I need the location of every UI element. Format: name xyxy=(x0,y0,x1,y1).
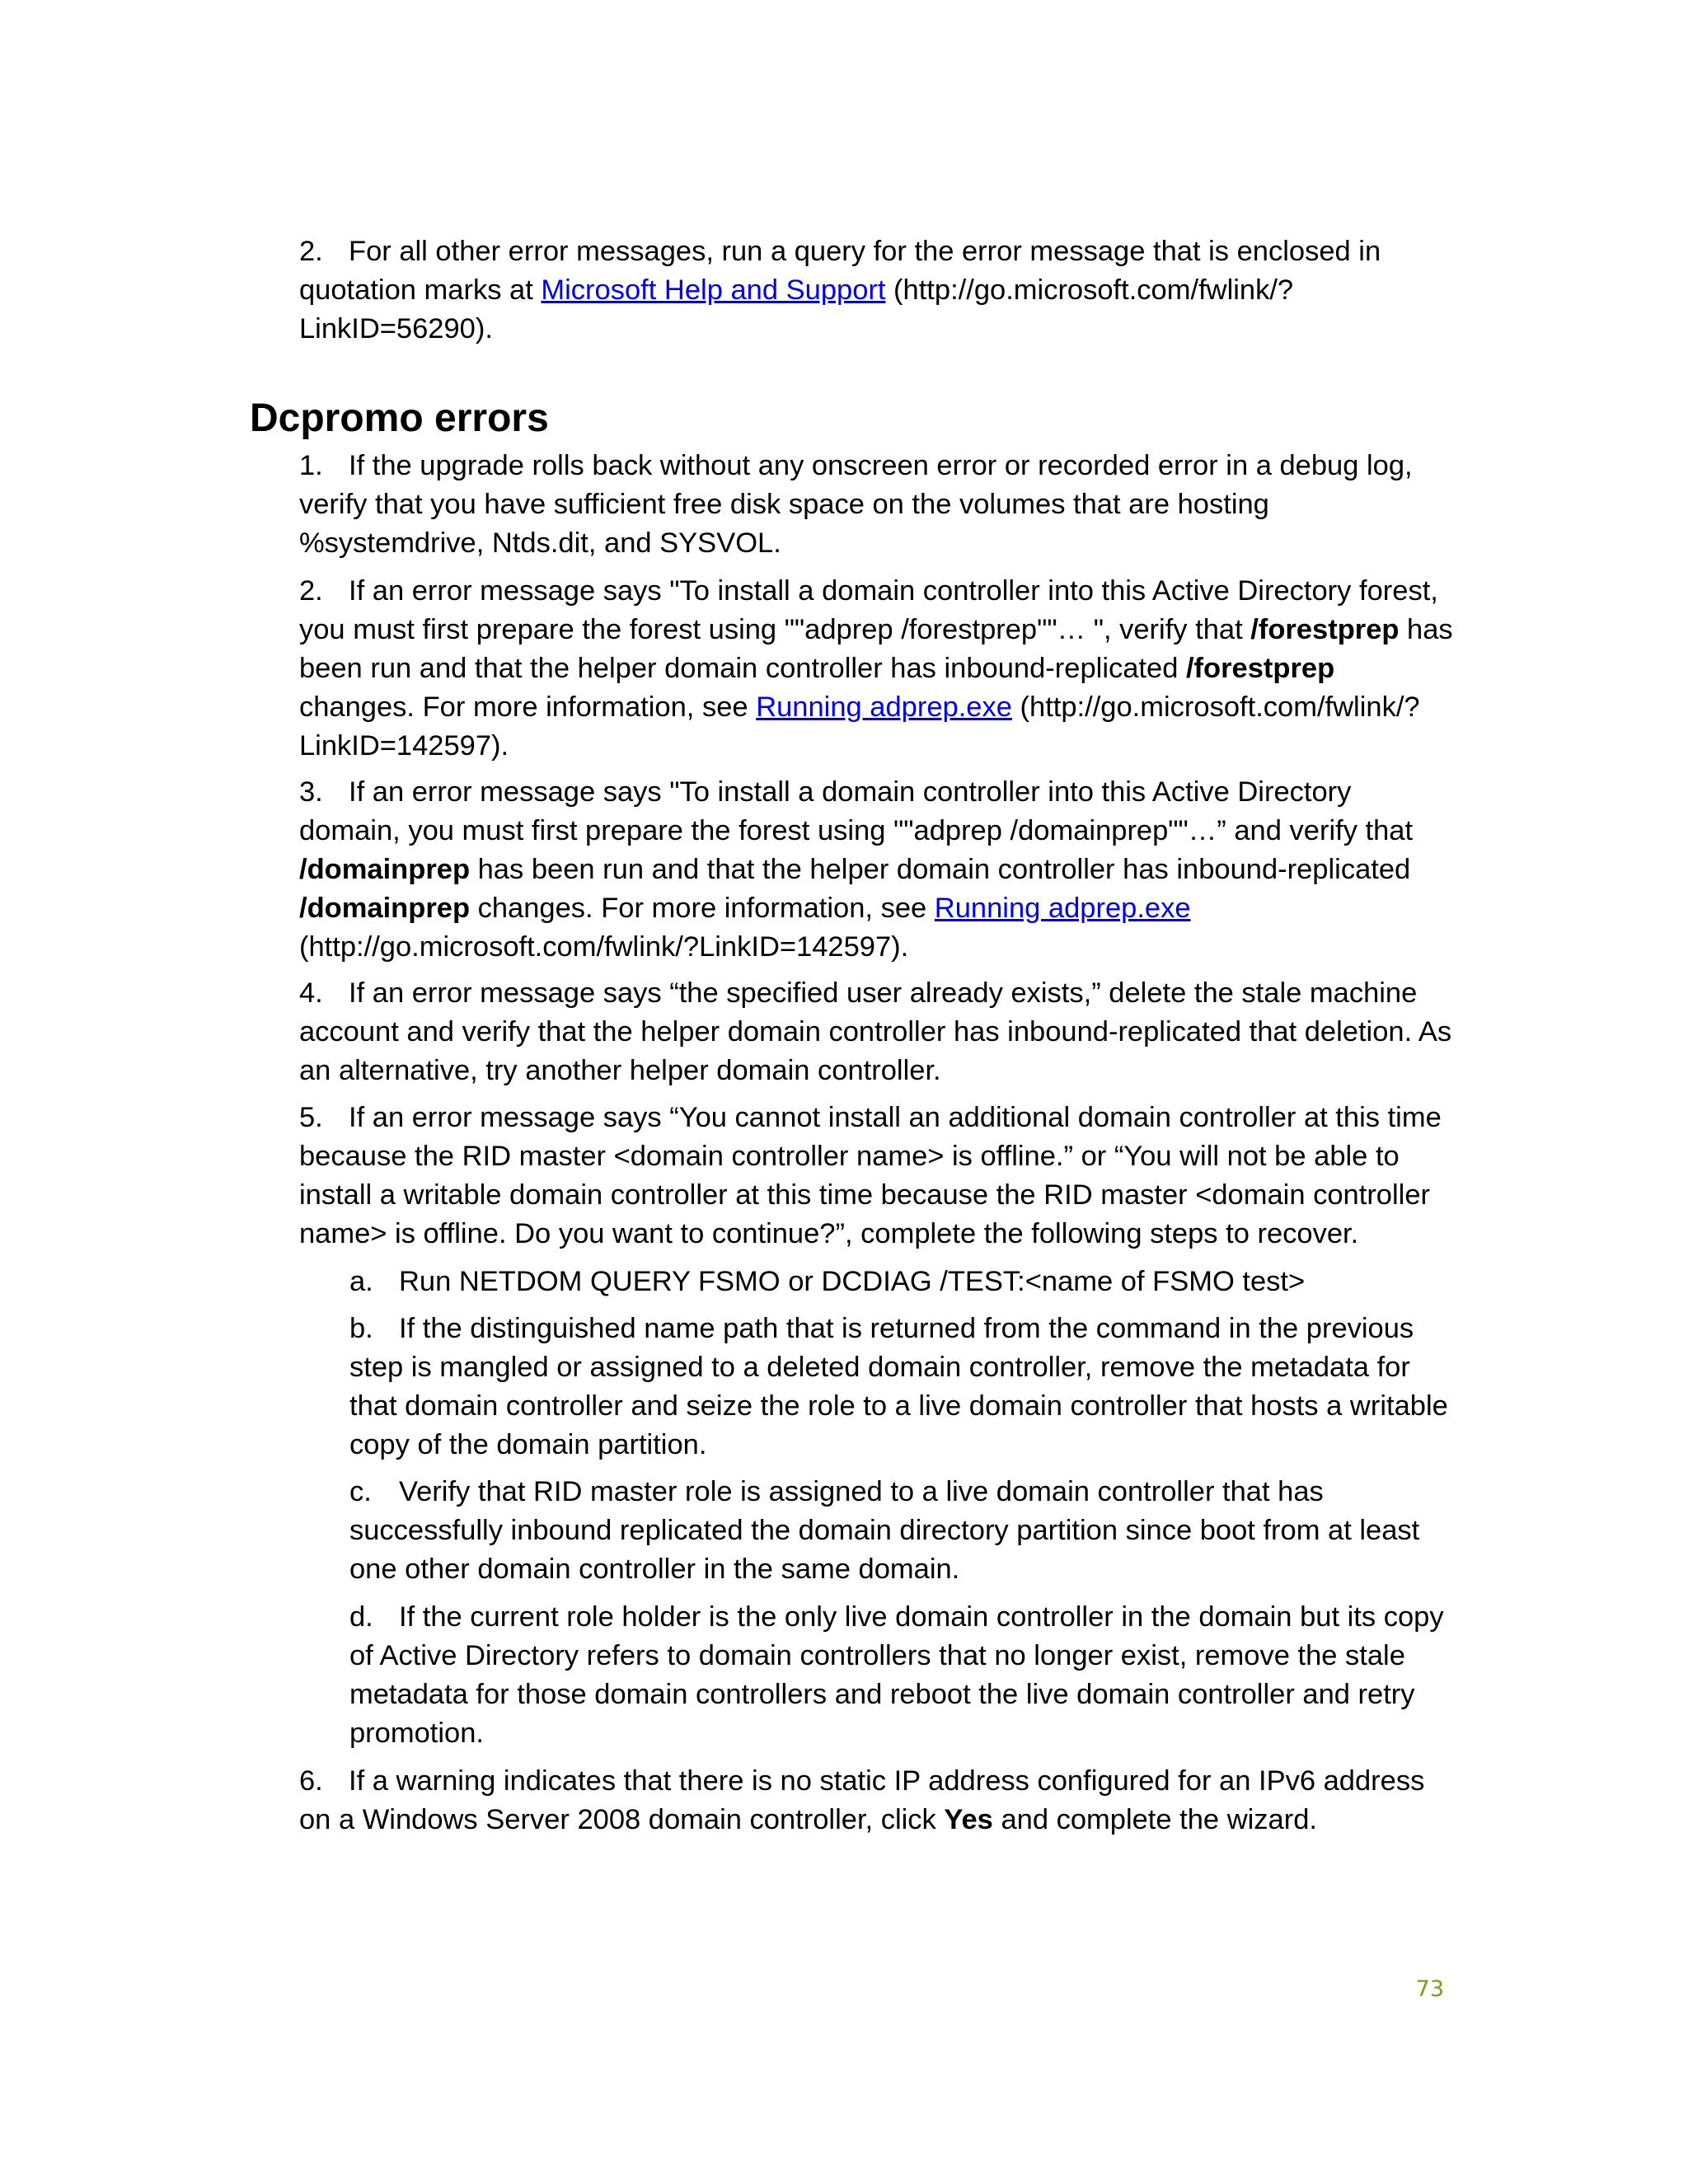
list-number: 2. xyxy=(299,575,323,607)
bold-yes: Yes xyxy=(944,1804,993,1835)
section-heading: Dcpromo errors xyxy=(250,396,549,440)
item-text: (http://go.microsoft.com/fwlink/?LinkID=142597). xyxy=(299,931,909,963)
item-text: If an error message says “You cannot install an additional domain controller at this time because the RID master <domain controller name> is offline.” or “You will not be able to install a writable domain controller at this time because the RID master <domain controller name> is offline. Do you want to continue?”, complete the following steps to recover. xyxy=(299,1102,1442,1249)
item-text: If the upgrade rolls back without any onscreen error or recorded error in a debug log, verify that you have sufficient free disk space on the volumes that are hosting %systemdrive, Ntds.dit, and SYSVOL. xyxy=(299,450,1413,559)
item-text: If an error message says "To install a domain controller into this Active Directory domain, you must first prepare the forest using ""adprep /domainprep""…” and verify that xyxy=(299,776,1414,846)
item-text: If a warning indicates that there is no static IP address configured for an IPv6 address on a Windows Server 2008 domain controller, click xyxy=(299,1765,1425,1835)
list-item-2 xyxy=(299,572,1453,766)
item-text: If the current role holder is the only live domain controller in the domain but its copy of Active Directory refers to domain controllers that no longer exist, remove the stale metadata for those domain controllers and reboot the live domain controller and retry promotion. xyxy=(349,1601,1444,1749)
running-adprep-link[interactable]: Running adprep.exe xyxy=(756,691,1012,723)
item-text: If an error message says "To install a domain controller into this Active Directory forest, you must first prepare the forest using ""adprep /forestprep""… ", verify that xyxy=(299,575,1438,645)
list-number: 4. xyxy=(299,977,323,1009)
item-text: has been run and that the helper domain controller has inbound-replicated xyxy=(470,854,1411,885)
bold-command: /forestprep xyxy=(1185,653,1335,684)
item-text: Verify that RID master role is assigned to a live domain controller that has successfully inbound replicated the domain directory partition since boot from at least one other domain controller in the same domain. xyxy=(349,1476,1420,1585)
list-letter: a. xyxy=(349,1266,373,1297)
item-text: If an error message says “the specified user already exists,” delete the stale machine account and verify that the helper domain controller has inbound-replicated that deletion. As an alternative, try another helper domain controller. xyxy=(299,977,1452,1086)
list-item-4 xyxy=(299,974,1453,1090)
list-item-6 xyxy=(299,1762,1453,1840)
list-item-intro-2 xyxy=(299,232,1453,349)
item-text: For all other error messages, run a query for the error message that is enclosed in quotation marks at xyxy=(299,236,1381,306)
list-number: 3. xyxy=(299,776,323,808)
list-letter: b. xyxy=(349,1313,373,1344)
item-text: has been run and that the helper domain controller has inbound-replicated xyxy=(299,614,1453,684)
list-item-5 xyxy=(299,1099,1453,1254)
sub-item-d xyxy=(349,1598,1454,1753)
item-text: (http://go.microsoft.com/fwlink/?LinkID=142597). xyxy=(299,691,1420,762)
bold-command: /forestprep xyxy=(1250,614,1400,645)
list-item-3 xyxy=(299,773,1453,967)
bold-command: /domainprep xyxy=(299,854,471,885)
item-text: Run NETDOM QUERY FSMO or DCDIAG /TEST:<name of FSMO test> xyxy=(399,1266,1306,1297)
list-letter: d. xyxy=(349,1601,373,1633)
running-adprep-link[interactable]: Running adprep.exe xyxy=(934,893,1191,924)
bold-command: /domainprep xyxy=(299,893,471,924)
sub-item-c xyxy=(349,1473,1454,1589)
item-text: changes. For more information, see xyxy=(470,893,935,924)
item-text: If the distinguished name path that is returned from the command in the previous step is mangled or assigned to a deleted domain controller, remove the metadata for that domain controller and seize the role to a live domain controller that hosts a writable copy of the domain partition. xyxy=(349,1313,1448,1460)
sub-item-b xyxy=(349,1310,1454,1465)
item-text: and complete the wizard. xyxy=(992,1804,1317,1835)
list-number: 5. xyxy=(299,1102,323,1133)
list-number: 6. xyxy=(299,1765,323,1797)
page-number: 73 xyxy=(1415,1976,1444,2002)
list-number: 1. xyxy=(299,450,323,481)
microsoft-help-support-link[interactable]: Microsoft Help and Support xyxy=(541,274,886,306)
list-item-1 xyxy=(299,447,1453,563)
list-number: 2. xyxy=(299,236,323,267)
list-letter: c. xyxy=(349,1476,372,1507)
item-text: (http://go.microsoft.com/fwlink/?LinkID=56290). xyxy=(299,274,1294,344)
sub-item-a xyxy=(349,1263,1454,1301)
item-text: changes. For more information, see xyxy=(299,691,757,723)
